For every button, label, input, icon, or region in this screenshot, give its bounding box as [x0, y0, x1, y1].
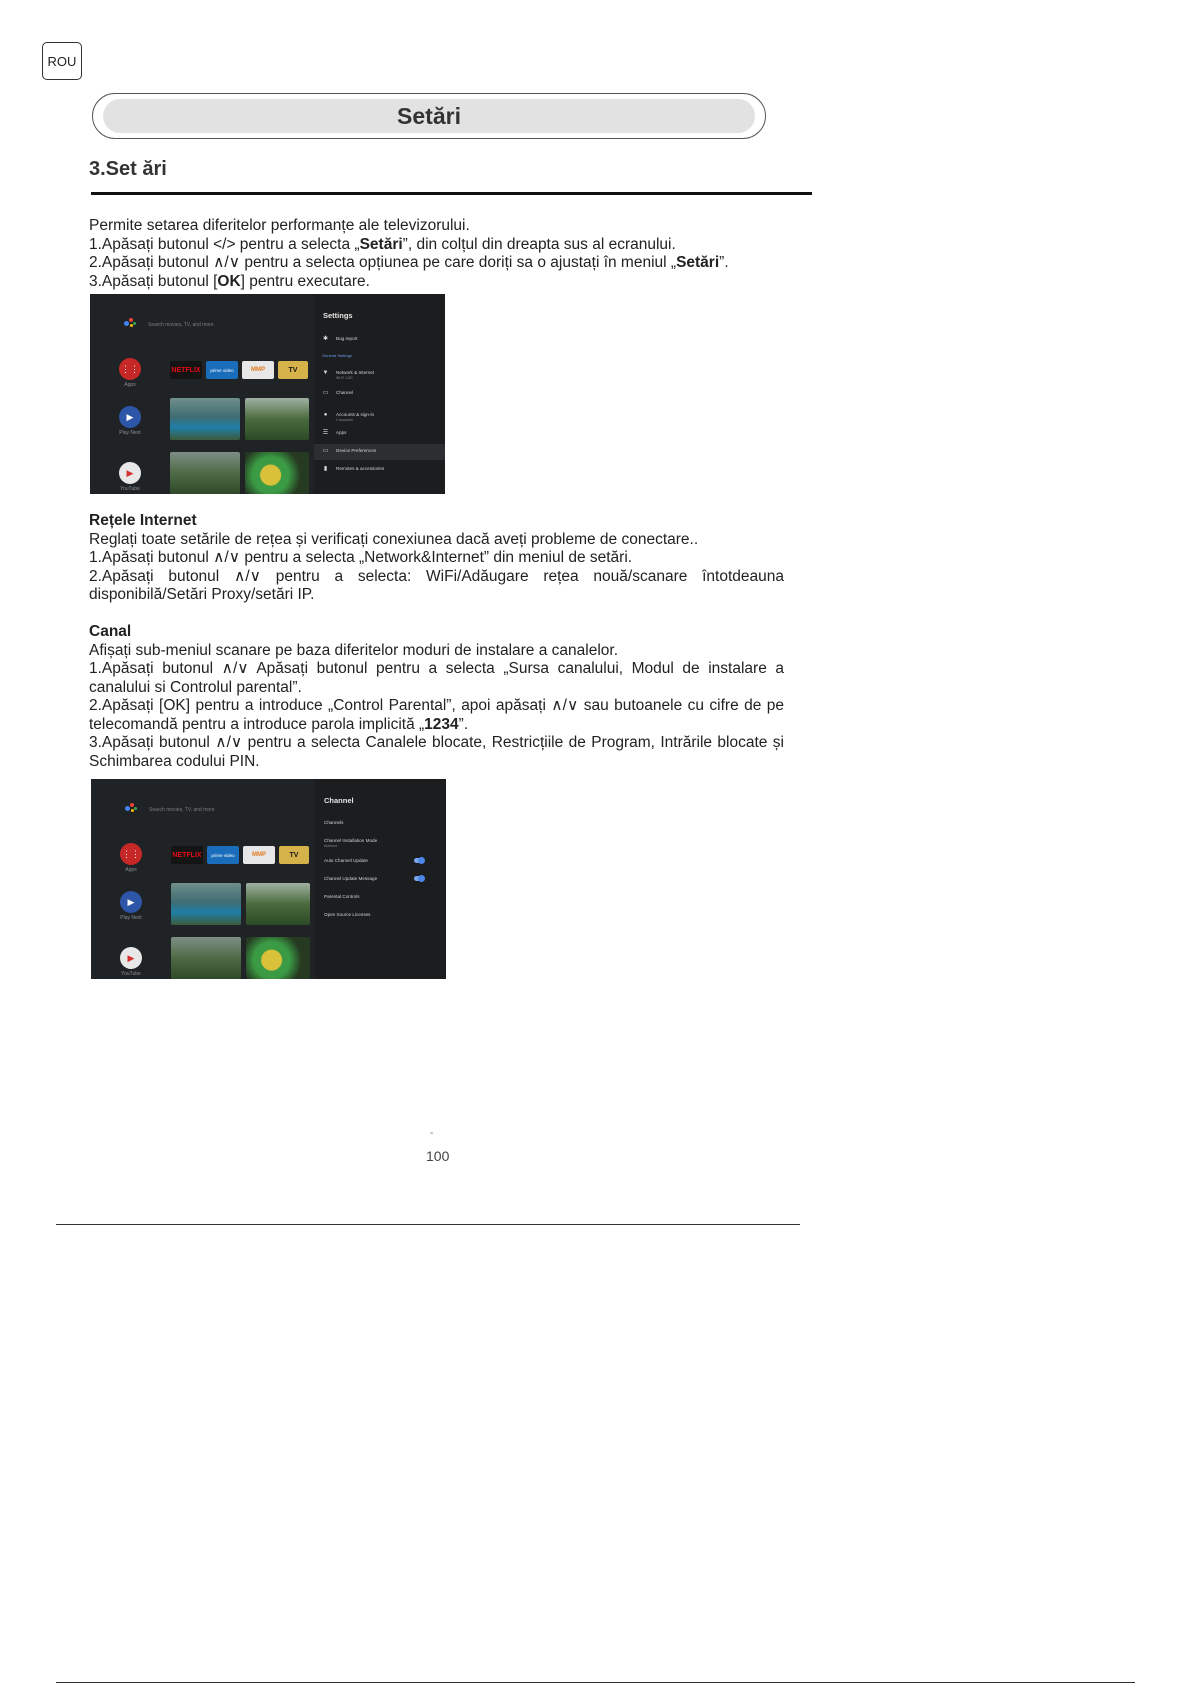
- mmp-tile: MMP: [242, 361, 274, 379]
- menu-item-parental-controls[interactable]: [315, 889, 446, 905]
- prime-video-tile: prime video: [206, 361, 238, 379]
- intro-line-4-bold: OK: [217, 272, 241, 290]
- apps-grid-icon: ⋮⋮: [120, 843, 142, 865]
- update-message-toggle[interactable]: [414, 876, 424, 881]
- page-divider: [56, 1224, 800, 1225]
- channel-screenshot: [91, 779, 446, 979]
- youtube-icon: ▶: [120, 947, 142, 969]
- rail-label-youtube: YouTube: [121, 971, 141, 977]
- menu-item-parental-controls-label: Parental Controls: [324, 894, 360, 899]
- menu-item-channel-label: Channel: [336, 390, 354, 395]
- tv-tile: TV: [279, 846, 309, 864]
- intro-line-4: [89, 273, 784, 292]
- menu-item-network-sub: Wi-Fi 1.5G: [336, 376, 353, 380]
- netflix-tile: NETFLIX: [171, 846, 203, 864]
- intro-line-4-c: ] pentru executare.: [240, 272, 370, 290]
- tv-icon: ▭: [322, 390, 329, 396]
- menu-item-installation-mode-sub: Antenna: [324, 844, 338, 848]
- menu-item-open-source-label: Open Source Licenses: [324, 912, 371, 917]
- rail-label-youtube: YouTube: [120, 486, 140, 492]
- menu-item-installation-mode-label: Channel Installation Mode: [324, 838, 378, 843]
- menu-item-channels-label: Channels: [324, 820, 344, 825]
- google-assistant-icon: [125, 803, 137, 815]
- network-line-1: Reglați toate setările de rețea și verificați conexiunea dacă aveți probleme de conectare..: [89, 530, 699, 548]
- menu-item-update-message[interactable]: [315, 871, 446, 887]
- intro-line-4-a: 3.Apăsați butonul [: [89, 272, 218, 290]
- intro-line-3-a: 2.Apăsați butonul ∧/∨ pentru a selecta opțiunea pe care doriți sa o ajustați în meniul „: [89, 254, 677, 271]
- canal-line-3-bold: 1234: [424, 715, 459, 733]
- apps-icon: ☰: [322, 430, 329, 436]
- canal-line-2: 1.Apăsați butonul ∧/∨ Apăsați butonul pentru a selecta „Sursa canalului, Modul de instalare a canalului si Controlul parental”.: [89, 660, 784, 696]
- menu-item-remotes[interactable]: [314, 462, 445, 478]
- menu-item-accounts-sub: 2 accounts: [336, 418, 353, 422]
- monitor-icon: ▭: [322, 448, 329, 454]
- canal-line-1: Afișați sub-meniul scanare pe baza diferitelor moduri de instalare a canalelor.: [89, 641, 619, 659]
- section-divider: [91, 192, 812, 195]
- canal-line-3: [89, 697, 784, 734]
- account-icon: ●: [323, 412, 328, 418]
- menu-item-channels[interactable]: [315, 815, 446, 831]
- intro-line-2-bold: Setări: [359, 235, 403, 253]
- menu-item-accounts[interactable]: [314, 408, 445, 424]
- menu-item-device-preferences[interactable]: [314, 444, 445, 460]
- rail-label-apps: Apps: [124, 382, 136, 388]
- network-line-2: 1.Apăsați butonul ∧/∨ pentru a selecta „Network&Internet” din meniul de setări.: [89, 549, 633, 566]
- wifi-icon: ▼: [322, 370, 329, 376]
- menu-item-bug-report[interactable]: [314, 332, 445, 348]
- search-placeholder: Search movies, TV, and more: [149, 807, 215, 813]
- network-section: [89, 512, 784, 771]
- canal-line-4: 3.Apăsați butonul ∧/∨ pentru a selecta Canalele blocate, Restricțiile de Program, Intrările blocate și Schimbarea codului PIN.: [89, 734, 784, 770]
- netflix-tile: NETFLIX: [170, 361, 202, 379]
- menu-item-remotes-label: Remotes & accessories: [336, 466, 385, 471]
- menu-item-auto-channel-update[interactable]: [315, 853, 446, 869]
- rail-label-play-next: Play Next: [120, 915, 142, 921]
- intro-line-3-bold: Setări: [676, 254, 720, 271]
- menu-item-accounts-label: Accounts & sign-in: [336, 412, 375, 417]
- thumbnail-forest: [245, 398, 309, 440]
- intro-line-2-a: 1.Apăsați butonul </> pentru a selecta „: [89, 235, 360, 253]
- menu-item-open-source[interactable]: [315, 907, 446, 923]
- general-settings-label: General Settings: [322, 353, 352, 358]
- intro-line-3: [89, 254, 784, 273]
- menu-item-update-message-label: Channel Update Message: [324, 876, 378, 881]
- prime-video-tile: prime video: [207, 846, 239, 864]
- menu-item-apps-label: Apps: [336, 430, 347, 435]
- intro-line-3-c: ”.: [719, 254, 729, 271]
- menu-item-auto-channel-update-label: Auto Channel Update: [324, 858, 368, 863]
- gear-icon: ✱: [322, 336, 329, 342]
- network-line-3: 2.Apăsați butonul ∧/∨ pentru a selecta: WiFi/Adăugare rețea nouă/scanare întotdeauna disponibilă/Setări Proxy/setări IP.: [89, 567, 784, 603]
- thumbnail-parrots: [245, 452, 309, 494]
- menu-item-channel[interactable]: [314, 386, 445, 402]
- menu-item-installation-mode[interactable]: [315, 833, 446, 849]
- bottom-divider: [56, 1682, 1135, 1683]
- thumbnail-trees: [171, 937, 241, 979]
- menu-item-bug-report-label: Bug report: [336, 336, 358, 341]
- title-banner: [92, 93, 766, 139]
- channel-panel: [315, 779, 446, 979]
- menu-item-device-preferences-label: Device Preferences: [336, 448, 377, 453]
- mmp-tile: MMP: [243, 846, 275, 864]
- menu-item-network-label: Network & Internet: [336, 370, 375, 375]
- settings-panel-title: Settings: [323, 311, 353, 320]
- thumbnail-lake: [170, 398, 240, 440]
- canal-line-3-a: 2.Apăsați [OK] pentru a introduce „Control Parental”, apoi apăsați ∧/∨ sau butoanele cu cifre de pe telecomandă pentru a introduce parola implicită „: [89, 697, 784, 733]
- apps-grid-icon: ⋮⋮: [119, 358, 141, 380]
- menu-item-apps[interactable]: [314, 426, 445, 442]
- thumbnail-lake: [171, 883, 241, 925]
- page-dash: -: [430, 1128, 434, 1139]
- channel-panel-title: Channel: [324, 796, 354, 805]
- search-placeholder: Search movies, TV, and more: [148, 322, 214, 328]
- settings-panel: [314, 294, 445, 494]
- menu-item-network[interactable]: [314, 366, 445, 382]
- rail-label-play-next: Play Next: [119, 430, 141, 436]
- banner-title: Setări: [103, 99, 755, 133]
- youtube-icon: ▶: [119, 462, 141, 484]
- intro-text: [89, 217, 784, 291]
- thumbnail-parrots: [246, 937, 310, 979]
- intro-line-1: Permite setarea diferitelor performanțe ale televizorului.: [89, 217, 470, 234]
- rail-label-apps: Apps: [125, 867, 137, 873]
- thumbnail-trees: [170, 452, 240, 494]
- play-next-icon: ▶: [120, 891, 142, 913]
- google-assistant-icon: [124, 318, 136, 330]
- settings-screenshot: [90, 294, 445, 494]
- language-tag: ROU: [42, 42, 82, 80]
- intro-line-2: [89, 236, 784, 255]
- intro-line-2-c: ”, din colțul din dreapta sus al ecranului.: [402, 235, 676, 253]
- play-next-icon: ▶: [119, 406, 141, 428]
- network-title: Rețele Internet: [89, 512, 197, 529]
- page-number: 100: [426, 1148, 450, 1164]
- remote-icon: ▮: [323, 466, 328, 472]
- canal-title: Canal: [89, 623, 132, 640]
- section-title: 3.Set ări: [89, 158, 167, 180]
- tv-tile: TV: [278, 361, 308, 379]
- canal-line-3-c: ”.: [458, 715, 469, 733]
- thumbnail-forest: [246, 883, 310, 925]
- auto-update-toggle[interactable]: [414, 858, 424, 863]
